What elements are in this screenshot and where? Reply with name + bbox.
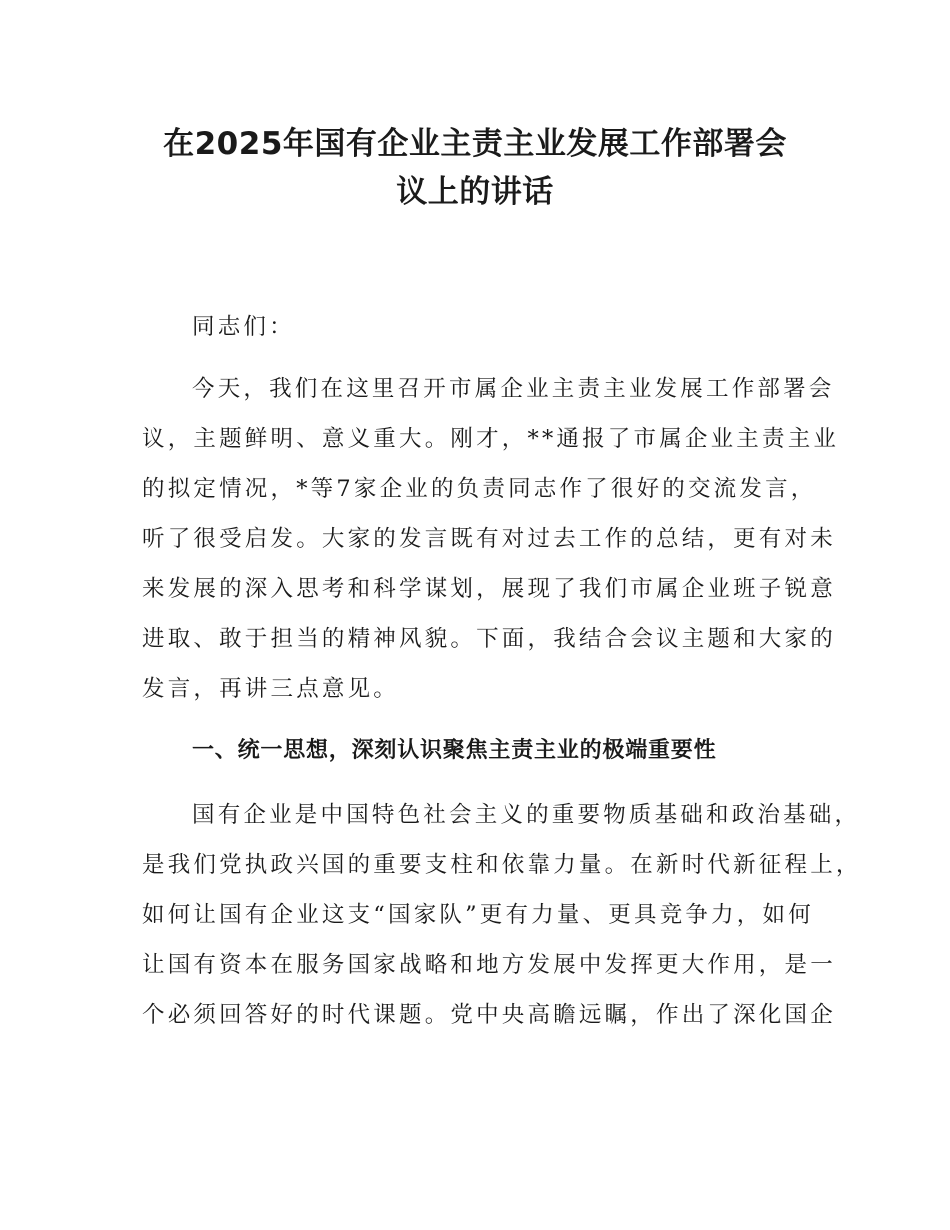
paragraph-1-line: 进取、敢于担当的精神风貌。下面，我结合会议主题和大家的 [142,626,836,652]
document-title-line-1: 在2025年国有企业主责主业发展工作部署会 [163,126,787,162]
paragraph-1-line: 来发展的深入思考和科学谋划，展现了我们市属企业班子锐意 [142,576,836,602]
paragraph-2-line: 如何让国有企业这支“国家队”更有力量、更具竞争力，如何 [142,902,814,928]
section-1-heading: 一、统一思想，深刻认识聚焦主责主业的极端重要性 [192,738,717,763]
paragraph-1-line: 听了很受启发。大家的发言既有对过去工作的总结，更有对未 [142,526,836,552]
paragraph-1-line: 的拟定情况，*等7家企业的负责同志作了很好的交流发言， [142,476,817,502]
paragraph-2-line: 国有企业是中国特色社会主义的重要物质基础和政治基础， [192,802,861,828]
document-title-line-2: 议上的讲话 [396,174,554,210]
paragraph-2-line: 是我们党执政兴国的重要支柱和依靠力量。在新时代新征程上， [142,852,862,878]
paragraph-1-line: 发言，再讲三点意见。 [142,676,400,702]
paragraph-1-line: 今天，我们在这里召开市属企业主责主业发展工作部署会 [192,376,835,402]
paragraph-1-line: 议，主题鲜明、意义重大。刚才，**通报了市属企业主责主业 [142,426,840,452]
paragraph-2-line: 让国有资本在服务国家战略和地方发展中发挥更大作用，是一 [142,952,836,978]
paragraph-2-line: 个必须回答好的时代课题。党中央高瞻远瞩，作出了深化国企 [142,1002,836,1028]
salutation: 同志们： [192,314,295,340]
